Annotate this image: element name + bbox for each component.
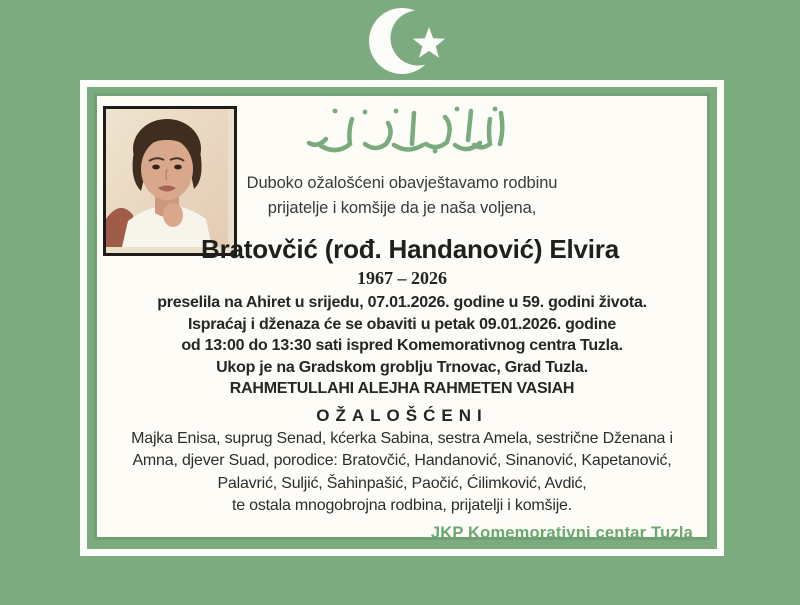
announcement-line-2: Ispraćaj i dženaza će se obaviti u petak 09.01.2026. godine [187,315,617,333]
mourners-line-3: Palavrić, Suljić, Šahinpašić, Paočić, Ćilimković, Avdić, [217,474,587,492]
mourners-line-1: Majka Enisa, suprug Senad, kćerka Sabina, sestra Amela, sestrične Dženana i [131,429,673,447]
deceased-name: Bratovčić (rođ. Handanović) Elvira [201,234,619,264]
arabic-calligraphy [295,103,510,157]
mourners-line-2: Amna, djever Suad, porodice: Bratovčić, Handanović, Sinanović, Kapetanović, [132,452,672,469]
intro-line-1: Duboko ožalošćeni obavještavamo rodbinu [246,174,558,192]
mourners-list [97,428,707,518]
obituary-card [94,93,710,540]
announcement-line-4: Ukop je na Gradskom groblju Trnovac, Grad Tuzla. [216,358,588,376]
announcement-line-3: od 13:00 do 13:30 sati ispred Komemorativnog centra Tuzla. [181,337,623,354]
announcement-text [97,292,707,400]
mourners-line-4: te ostala mnogobrojna rodbina, prijatelji i komšije. [231,497,572,514]
life-years: 1967 – 2026 [357,268,447,288]
announcement-line-5: RAHMETULLAHI ALEJHA RAHMETEN VASIAH [229,380,575,397]
intro-line-2: prijatelje i komšije da je naša voljena, [267,199,537,217]
issuer-signature: JKP Komemorativni centar Tuzla [430,523,693,540]
mourners-heading: OŽALOŠĆENI [316,405,488,425]
crescent-and-star-icon [367,2,467,82]
announcement-line-1: preselila na Ahiret u srijedu, 07.01.2026. godine u 59. godini života. [157,294,647,311]
